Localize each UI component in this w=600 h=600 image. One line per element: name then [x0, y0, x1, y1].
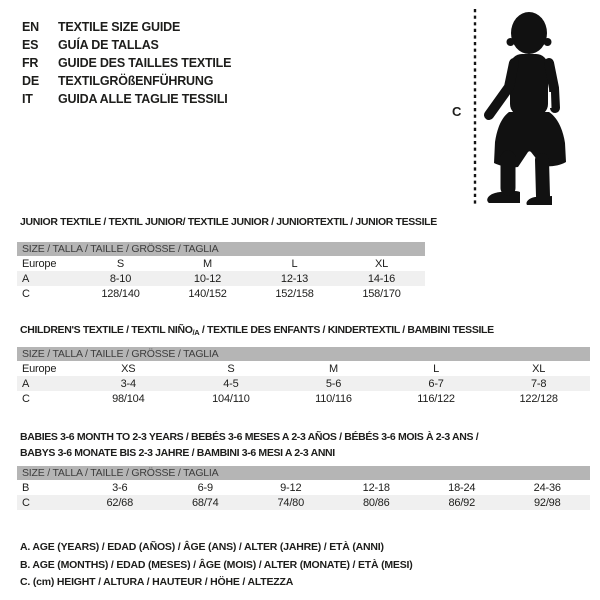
row-label: B [22, 481, 30, 494]
table-row-height [17, 495, 590, 510]
value-cell: 10-12 [193, 272, 222, 285]
footnote-a: A. AGE (YEARS) / EDAD (AÑOS) / ÂGE (ANS) / ALTER (JAHRE) / ETÀ (ANNI) [20, 541, 384, 553]
size-cell: M [329, 362, 338, 375]
language-row-de [22, 72, 231, 90]
size-cell: XS [121, 362, 136, 375]
value-cell: 92/98 [533, 496, 561, 509]
value-cell: 80/86 [362, 496, 390, 509]
row-label: C [22, 496, 30, 509]
babies-textile-table [17, 429, 590, 510]
row-label: A [22, 272, 30, 285]
right-leg [542, 160, 543, 196]
value-cell: 6-7 [428, 377, 444, 390]
language-code: EN [22, 20, 39, 34]
value-cell: 24-36 [533, 481, 561, 494]
table-row-age [17, 376, 590, 391]
size-cell: XL [532, 362, 546, 375]
value-cell: 3-4 [120, 377, 136, 390]
language-row-fr [22, 54, 231, 72]
height-label: C [452, 104, 462, 119]
footnote-b: B. AGE (MONTHS) / EDAD (MESES) / ÂGE (MOIS) / ALTER (MONATE) / ETÀ (MESI) [20, 558, 413, 571]
head [511, 12, 547, 54]
value-cell: 116/122 [417, 392, 455, 405]
table-row-age-months [17, 480, 590, 495]
language-label: TEXTILGRÖßENFÜHRUNG [58, 74, 214, 88]
language-label: GUIDA ALLE TAGLIE TESSILI [58, 92, 228, 106]
value-cell: 5-6 [325, 377, 342, 390]
table-row-height [17, 391, 590, 406]
language-code: IT [22, 92, 33, 106]
title-part: / TEXTILE DES ENFANTS / KINDERTEXTIL / BAMBINI TESSILE [199, 324, 494, 336]
title-part: CHILDREN'S TEXTILE / TEXTIL NIÑO [20, 324, 193, 336]
language-code: DE [22, 74, 39, 88]
value-cell: 110/116 [315, 392, 352, 405]
row-label: A [22, 377, 30, 390]
toddler-silhouette [478, 4, 600, 214]
size-cell: L [433, 362, 440, 375]
language-row-es [22, 36, 231, 54]
value-cell: 4-5 [223, 377, 239, 390]
childrens-textile-table [17, 324, 590, 406]
value-cell: 128/140 [101, 287, 140, 300]
value-cell: 8-10 [109, 272, 132, 285]
value-cell: 140/152 [188, 287, 227, 300]
row-label: C [22, 392, 30, 405]
value-cell: 98/104 [112, 392, 145, 405]
language-code: ES [22, 38, 39, 52]
value-cell: 18-24 [448, 481, 476, 494]
value-cell: 12-18 [362, 481, 390, 494]
footnotes [20, 539, 413, 592]
table-row-age [17, 271, 425, 286]
value-cell: 9-12 [280, 481, 302, 494]
size-cell: S [116, 257, 125, 270]
size-header-bar: SIZE / TALLA / TAILLE / GRÖSSE / TAGLIA [17, 466, 590, 480]
size-header-bar: SIZE / TALLA / TAILLE / GRÖSSE / TAGLIA [17, 242, 425, 256]
junior-textile-table [17, 216, 437, 301]
value-cell: 68/74 [191, 496, 219, 509]
title-subscript: /A [192, 328, 200, 337]
language-code: FR [22, 56, 39, 70]
table-title: JUNIOR TEXTILE / TEXTIL JUNIOR/ TEXTILE JUNIOR / JUNIORTEXTIL / JUNIOR TESSILE [20, 216, 437, 228]
arm-body-gap [550, 92, 551, 108]
row-label: Europe [22, 257, 57, 270]
size-cell: M [203, 257, 212, 270]
table-row-height [17, 286, 425, 301]
language-row-it [22, 90, 231, 108]
table-title-line1: BABIES 3-6 MONTH TO 2-3 YEARS / BEBÉS 3-6 MESES A 2-3 AÑOS / BÉBÉS 3-6 MOIS À 2-3 ANS / [20, 431, 479, 443]
left-arm [489, 63, 514, 115]
value-cell: 158/170 [362, 287, 401, 300]
language-list [22, 18, 231, 108]
value-cell: 62/68 [106, 496, 134, 509]
value-cell: 122/128 [519, 392, 558, 405]
table-row-europe [17, 256, 425, 271]
language-label: GUIDE DES TAILLES TEXTILE [58, 56, 232, 70]
value-cell: 74/80 [277, 496, 305, 509]
value-cell: 104/110 [212, 392, 250, 405]
value-cell: 14-16 [367, 272, 396, 285]
language-row-en [22, 18, 231, 36]
table-title [17, 324, 590, 337]
table-title-line2: BABYS 3-6 MONATE BIS 2-3 JAHRE / BAMBINI 3-6 MESI A 2-3 ANNI [20, 447, 335, 459]
size-cell: S [227, 362, 235, 375]
value-cell: 7-8 [531, 377, 547, 390]
language-label: TEXTILE SIZE GUIDE [58, 20, 181, 34]
size-header-bar: SIZE / TALLA / TAILLE / GRÖSSE / TAGLIA [17, 347, 590, 361]
row-label: C [22, 287, 30, 300]
table-row-europe [17, 361, 590, 376]
value-cell: 152/158 [275, 287, 314, 300]
value-cell: 6-9 [197, 481, 213, 494]
size-cell: XL [374, 257, 389, 270]
value-cell: 3-6 [112, 481, 128, 494]
row-label: Europe [22, 362, 57, 375]
value-cell: 86/92 [448, 496, 476, 509]
size-cell: L [291, 257, 298, 270]
footnote-c: C. (cm) HEIGHT / ALTURA / HAUTEUR / HÖHE / ALTEZZA [20, 576, 294, 588]
language-label: GUÍA DE TALLAS [58, 38, 159, 52]
value-cell: 12-13 [280, 272, 309, 285]
